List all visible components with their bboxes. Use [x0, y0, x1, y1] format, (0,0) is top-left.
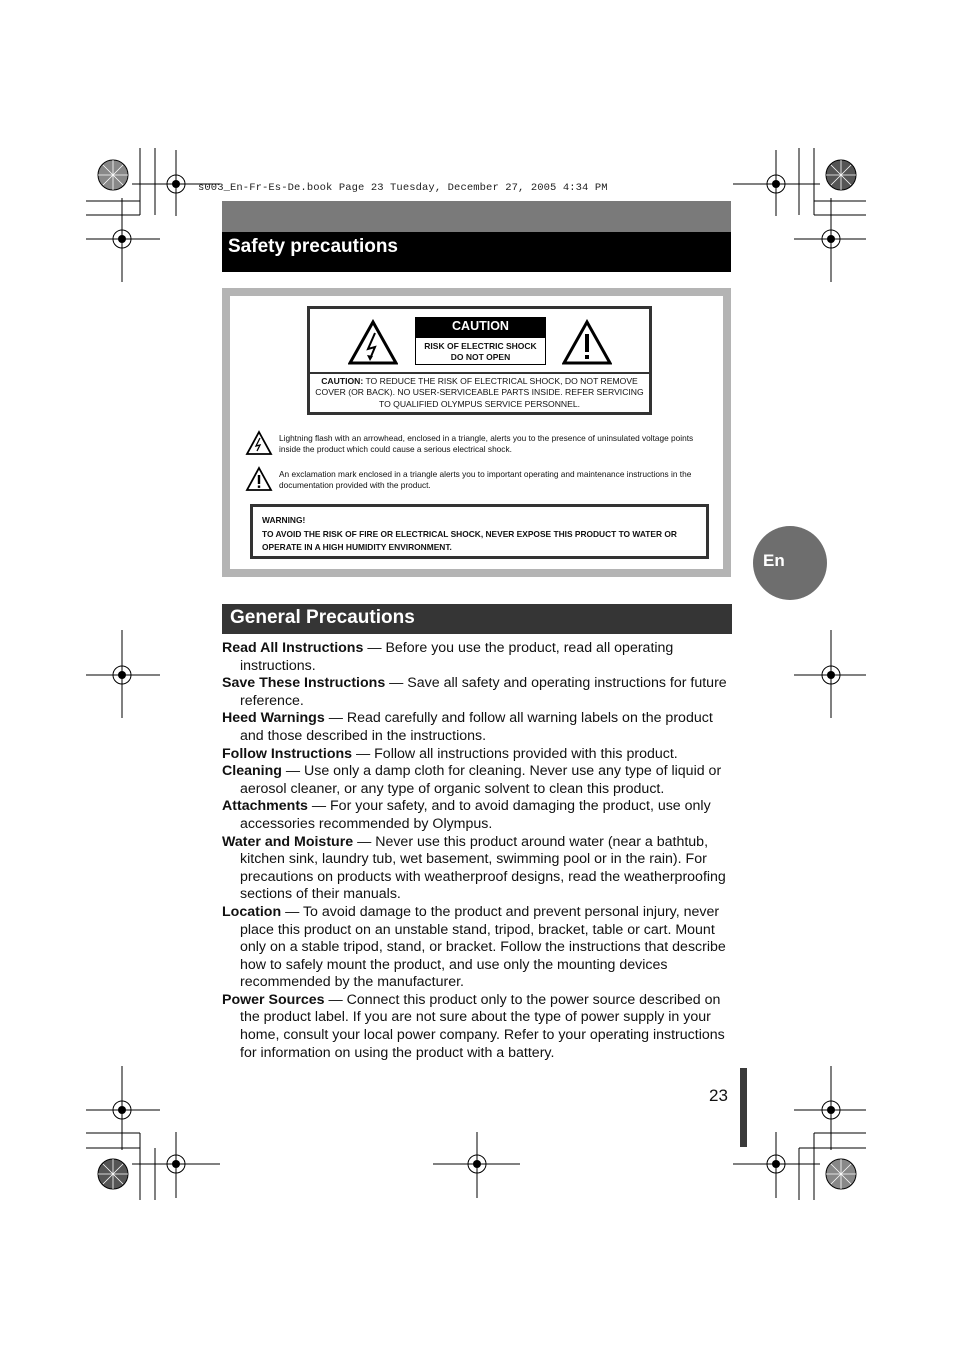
lightning-note: Lightning flash with an arrowhead, enclosed in a triangle, alerts you to the presence of uninsulated voltage points inside the product which could cause a serious electrical shock. [279, 433, 694, 454]
exclamation-note: An exclamation mark enclosed in a triangle alerts you to important operating and maintenance instructions in the documentation provided with the product. [279, 469, 692, 490]
risk-line-2: DO NOT OPEN [450, 352, 511, 362]
exclamation-triangle-icon [562, 319, 612, 365]
item-term: Follow Instructions [222, 745, 353, 762]
warning-title: WARNING! [262, 515, 306, 525]
page-number: 23 [709, 1086, 728, 1105]
item-text: — To avoid damage to the product and prevent personal injury, never place this product on an unstable stand, tripod, bracket, table or cart. Mount only on a stable tripod, stand, or bracket. Follow the instructions that describe how to safely mount the product, and use only the mounting devices recommended by the manufacturer. [240, 903, 726, 991]
list-item [222, 904, 732, 992]
list-item [222, 675, 732, 710]
warning-box [250, 504, 709, 559]
list-item [222, 763, 732, 798]
exclamation-triangle-icon [245, 466, 273, 492]
caution-heading: CAUTION [415, 317, 546, 337]
warning-body: TO AVOID THE RISK OF FIRE OR ELECTRICAL SHOCK, NEVER EXPOSE THIS PRODUCT TO WATER OR OPERATE IN A HIGH HUMIDITY ENVIRONMENT. [262, 529, 677, 552]
item-text: — Save all safety and operating instructions for future reference. [240, 675, 727, 709]
list-item [222, 834, 732, 904]
item-term: Water and Moisture [222, 833, 354, 850]
language-tab-label: En [763, 551, 785, 570]
caution-prefix: CAUTION: [321, 376, 364, 386]
item-term: Read All Instructions [222, 640, 364, 656]
list-item [222, 992, 732, 1062]
caution-text [314, 376, 645, 410]
caution-label-panel [307, 306, 652, 415]
item-term: Attachments [222, 798, 308, 815]
item-text: — Follow all instructions provided with this product. [352, 745, 678, 762]
list-item [222, 746, 732, 764]
item-term: Location [222, 903, 282, 920]
section-title-bar [222, 232, 731, 272]
caution-body: TO REDUCE THE RISK OF ELECTRICAL SHOCK, DO NOT REMOVE COVER (OR BACK). NO USER-SERVICEABLE PARTS INSIDE. REFER SERVICING TO QUALIFIED OLYMPUS SERVICE PERSONNEL. [315, 376, 644, 409]
list-item [222, 710, 732, 745]
item-text: — Never use this product around water (near a bathtub, kitchen sink, laundry tub, wet basement, swimming pool or in the rain). For precautions on products with weatherproof designs, read the weatherproofing sections of their manuals. [240, 833, 726, 903]
general-precautions-list [222, 640, 732, 1062]
print-header: s003_En-Fr-Es-De.book Page 23 Tuesday, December 27, 2005 4:34 PM [198, 182, 608, 194]
header-accent-bar [222, 201, 731, 232]
item-text: — Connect this product only to the power source described on the product label. If you are not sure about the type of power supply in your home, consult your local power company. Refer to your operating instructions for information on using the product with a battery. [240, 991, 725, 1061]
risk-box [415, 337, 546, 365]
page-edge-bar [740, 1068, 747, 1147]
list-item [222, 798, 732, 833]
lightning-triangle-icon [245, 430, 273, 456]
lightning-triangle-icon [348, 319, 398, 365]
list-item [222, 640, 732, 675]
item-text: — Read carefully and follow all warning labels on the product and those described in the instructions. [240, 710, 713, 744]
item-term: Cleaning [222, 763, 282, 780]
item-term: Power Sources [222, 991, 325, 1008]
risk-line-1: RISK OF ELECTRIC SHOCK [424, 341, 537, 351]
item-text: — Before you use the product, read all operating instructions. [240, 640, 674, 674]
section-title: Safety precautions [228, 236, 398, 257]
language-tab [753, 526, 827, 600]
general-precautions-title: General Precautions [230, 607, 415, 628]
item-text: — Use only a damp cloth for cleaning. Never use any type of liquid or aerosol cleaner, or any type of organic solvent to clean this product. [240, 763, 722, 797]
item-term: Heed Warnings [222, 710, 325, 727]
item-term: Save These Instructions [222, 675, 386, 692]
general-precautions-bar [222, 604, 732, 634]
item-text: — For your safety, and to avoid damaging the product, use only accessories recommended by Olympus. [240, 798, 711, 832]
